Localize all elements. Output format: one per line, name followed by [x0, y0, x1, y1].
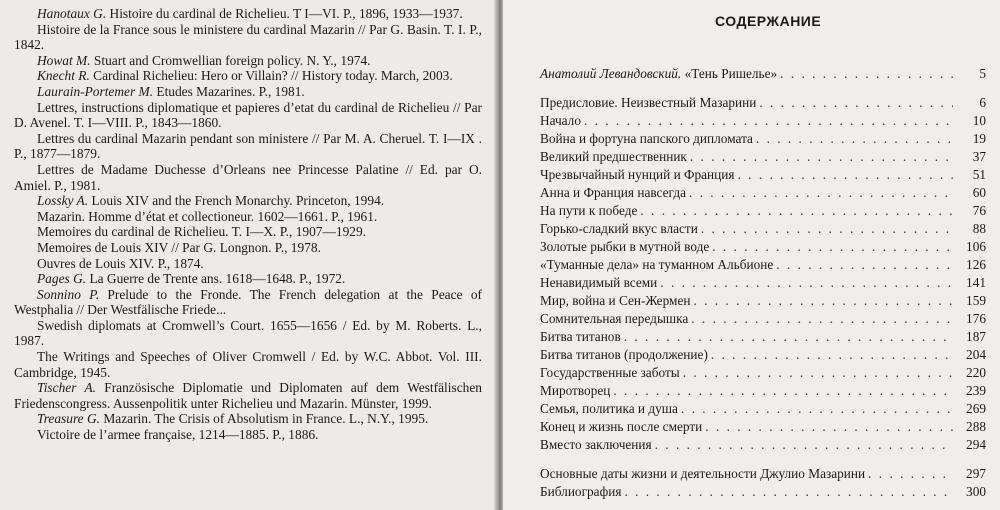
contents-page — [503, 0, 1000, 510]
entry-page: 269 — [966, 401, 986, 416]
entry-text: Lettres de Madame Duchesse d’Orleans nee Princesse Palatine // Ed. par O. Amiel. P., 1981. — [14, 161, 482, 193]
entry-text: The Writings and Speeches of Oliver Cromwell / Ed. by W.C. Abbot. Vol. III. Cambridge, 1945. — [14, 349, 482, 380]
entry-text: Stuart and Cromwellian foreign policy. N. Y., 1974. — [90, 52, 371, 68]
contents-entry — [540, 239, 986, 255]
contents-entry — [540, 167, 986, 183]
contents-entry — [540, 329, 986, 345]
entry-title: На пути к победе — [540, 203, 638, 218]
entry-page: 126 — [966, 257, 986, 272]
bibliography-entry — [14, 271, 482, 287]
contents-title: СОДЕРЖАНИЕ — [715, 13, 822, 29]
entry-page: 88 — [972, 221, 986, 236]
entry-title: Сомнительная передышка — [540, 311, 689, 326]
bibliography-entry — [14, 53, 482, 69]
entry-title: Начало — [540, 113, 581, 128]
contents-entry — [540, 419, 986, 435]
entry-title: Битва титанов — [540, 329, 621, 344]
entry-text: Cardinal Richelieu: Hero or Villain? // History today. March, 2003. — [89, 68, 453, 84]
bibliography-entry — [14, 427, 482, 443]
bibliography-entry — [14, 256, 482, 272]
entry-page: 60 — [972, 185, 986, 200]
dot-leader — [738, 167, 953, 183]
entry-title: «Тень Ришелье» — [681, 66, 778, 81]
entry-title: Ненавидимый всеми — [540, 275, 658, 290]
entry-text: Memoires de Louis XIV // Par G. Longnon. P., 1978. — [37, 239, 321, 255]
entry-title: Чрезвычайный нунций и Франция — [540, 167, 735, 182]
entry-page: 204 — [966, 347, 986, 362]
dot-leader — [756, 131, 953, 147]
contents-entry — [540, 437, 986, 453]
contents-entry — [540, 221, 986, 237]
entry-page: 187 — [966, 329, 986, 344]
dot-leader — [868, 466, 953, 482]
entry-title: Золотые рыбки в мутной воде — [540, 239, 710, 254]
dot-leader — [689, 185, 953, 201]
contents-entry — [540, 347, 986, 363]
entry-title: Великий предшественник — [540, 149, 687, 164]
bibliography-entry — [14, 411, 482, 427]
contents-entry — [540, 383, 986, 399]
entry-text: Victoire de l’armee française, 1214—1885. P., 1886. — [37, 427, 319, 443]
bibliography-entry — [14, 22, 482, 53]
dot-leader — [640, 203, 953, 219]
entry-text: Mazarin. The Crisis of Absolutism in France. L., N.Y., 1995. — [100, 411, 429, 427]
contents-entry — [540, 484, 986, 500]
entry-page: 19 — [972, 131, 986, 146]
dot-leader — [683, 365, 953, 381]
entry-title: Мир, война и Сен-Жермен — [540, 293, 691, 308]
entry-page: 300 — [966, 484, 986, 499]
entry-author: Pages G. — [37, 271, 87, 287]
bibliography-entry — [14, 240, 482, 256]
entry-text: Französische Diplomatie und Diplomaten auf dem Westfälischen Friedenscongress. Aussenpolitik unter Richelieu und Mazarin. Münster, 1999. — [14, 380, 482, 411]
entry-page: 6 — [979, 95, 986, 110]
entry-page: 159 — [966, 293, 986, 308]
entry-page: 5 — [979, 66, 986, 81]
bibliography-entry — [14, 131, 482, 162]
contents-entry — [540, 311, 986, 327]
dot-leader — [613, 383, 953, 399]
contents-entry — [540, 66, 986, 82]
entry-text: Prelude to the Fronde. The French delegation at the Peace of Westphalia // Der Westfälische Friede... — [14, 286, 482, 318]
contents-entry — [540, 401, 986, 417]
dot-leader — [693, 293, 953, 309]
contents-entry — [540, 203, 986, 219]
entry-title: Государственные заботы — [540, 365, 680, 380]
bibliography-entry — [14, 318, 482, 349]
entry-title: «Туманные дела» на туманном Альбионе — [540, 257, 774, 272]
entry-author: Treasure G. — [37, 411, 100, 427]
dot-leader — [655, 437, 953, 453]
dot-leader — [584, 113, 953, 129]
entry-text: Histoire du cardinal de Richelieu. T I—VI. P., 1896, 1933—1937. — [106, 6, 463, 21]
entry-page: 76 — [972, 203, 986, 218]
entry-text: Lettres, instructions diplomatique et papieres d’etat du cardinal de Richelieu // Par D. Avenel. T. I—VIII. P., 1843—1860. — [14, 99, 482, 131]
contents-entry — [540, 131, 986, 147]
entry-text: Etudes Mazarines. P., 1981. — [153, 83, 305, 99]
entry-text: Louis XIV and the French Monarchy. Princeton, 1994. — [88, 193, 385, 209]
entry-text: Histoire de la France sous le ministere du cardinal Mazarin // Par G. Basin. T. I. P., 1842. — [14, 21, 482, 53]
bibliography-entry — [14, 193, 482, 209]
dot-leader — [780, 66, 953, 82]
bibliography-entry — [14, 287, 482, 318]
bibliography-entry — [14, 68, 482, 84]
dot-leader — [624, 484, 953, 500]
entry-author: Knecht R. — [37, 68, 90, 84]
entry-author: Lossky A. — [37, 193, 89, 209]
dot-leader — [691, 311, 953, 327]
bibliography-entry — [14, 84, 482, 100]
entry-page: 220 — [966, 365, 986, 380]
bibliography-entry — [14, 349, 482, 380]
contents-entry — [540, 466, 986, 482]
bibliography-entry — [14, 224, 482, 240]
entry-title: Библиография — [540, 484, 622, 499]
entry-text: Ouvres de Louis XIV. P., 1874. — [37, 255, 204, 271]
entry-author: Howat M. — [37, 52, 91, 68]
entry-author: Анатолий Левандовский. — [540, 66, 682, 81]
bibliography-page — [0, 0, 498, 510]
contents-entry — [540, 275, 986, 291]
contents-entry — [540, 365, 986, 381]
contents-entry — [540, 293, 986, 309]
dot-leader — [660, 275, 953, 291]
dot-leader — [776, 257, 953, 273]
entry-page: 297 — [966, 466, 986, 481]
entry-page: 288 — [966, 419, 986, 434]
bibliography-entry — [14, 162, 482, 193]
contents-entry — [540, 95, 986, 111]
entry-text: Lettres du cardinal Mazarin pendant son ministere // Par M. A. Cheruel. T. I—IX . P., 1877—1879. — [14, 130, 482, 162]
contents-entry — [540, 185, 986, 201]
entry-title: Миротворец — [540, 383, 611, 398]
entry-text: Mazarin. Homme d’état et collectioneur. 1602—1661. P., 1961. — [37, 208, 378, 224]
dot-leader — [711, 347, 953, 363]
dot-leader — [681, 401, 953, 417]
entry-page: 141 — [966, 275, 986, 290]
entry-title: Анна и Франция навсегда — [540, 185, 686, 200]
contents-entry — [540, 113, 986, 129]
dot-leader — [705, 419, 953, 435]
bibliography-list — [14, 6, 482, 443]
entry-page: 106 — [966, 239, 986, 254]
dot-leader — [701, 221, 953, 237]
entry-title: Битва титанов (продолжение) — [540, 347, 708, 362]
entry-title: Вместо заключения — [540, 437, 652, 452]
entry-title: Конец и жизнь после смерти — [540, 419, 703, 434]
entry-title: Семья, политика и душа — [540, 401, 678, 416]
entry-title: Горько-сладкий вкус власти — [540, 221, 698, 236]
entry-text: Swedish diplomats at Cromwell’s Court. 1655—1656 / Ed. by M. Roberts. L., 1987. — [14, 317, 482, 349]
contents-entry — [540, 149, 986, 165]
entry-page: 10 — [972, 113, 986, 128]
entry-text: La Guerre de Trente ans. 1618—1648. P., 1972. — [86, 271, 346, 287]
entry-page: 51 — [972, 167, 986, 182]
entry-title: Война и фортуна папского дипломата — [540, 131, 753, 146]
entry-title: Основные даты жизни и деятельности Джулио Мазарини — [540, 466, 866, 481]
entry-page: 239 — [966, 383, 986, 398]
entry-text: Memoires du cardinal de Richelieu. T. I—X. P., 1907—1929. — [37, 224, 367, 240]
entry-author: Hanotaux G. — [37, 6, 107, 21]
bibliography-entry — [14, 100, 482, 131]
dot-leader — [624, 329, 953, 345]
entry-page: 294 — [966, 437, 986, 452]
dot-leader — [712, 239, 953, 255]
bibliography-entry — [14, 380, 482, 411]
bibliography-entry — [14, 209, 482, 225]
contents-entry — [540, 257, 986, 273]
entry-page: 176 — [966, 311, 986, 326]
entry-page: 37 — [972, 149, 986, 164]
dot-leader — [759, 95, 953, 111]
entry-author: Sonnino P. — [37, 286, 100, 302]
dot-leader — [690, 149, 953, 165]
entry-author: Tischer A. — [37, 380, 96, 396]
entry-author: Laurain-Portemer M. — [37, 83, 154, 99]
bibliography-entry — [14, 6, 482, 22]
entry-title: Предисловие. Неизвестный Мазарини — [540, 95, 757, 110]
